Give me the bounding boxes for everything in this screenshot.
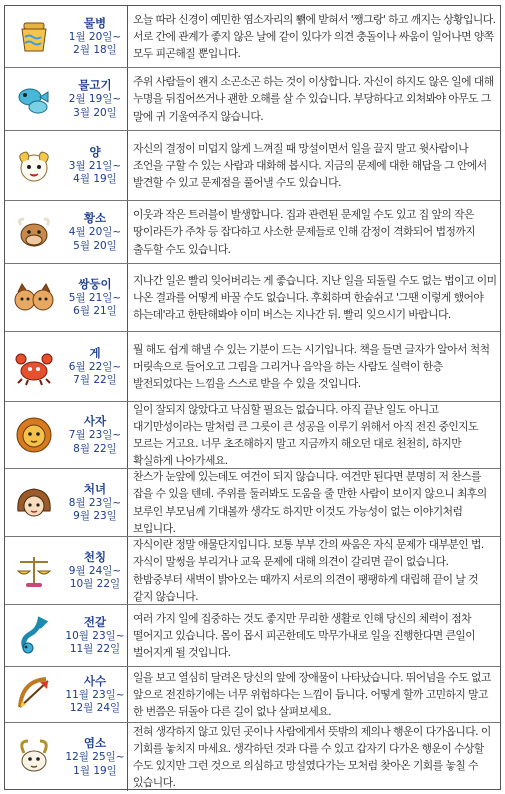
- sign-date-from: 7월 23일~: [68, 429, 122, 441]
- horoscope-table: [4, 5, 501, 790]
- sign-label: [63, 469, 128, 536]
- fortune-text: 전혀 생각하지 않고 있던 곳이나 사람에게서 뜻밖의 제의나 행운이 다가옵니다. 이 기회를 놓치지 마세요. 생각하던 것과 다를 수 있고 갑자기 다가온 행운이 수상할 수도 있지만 그런 것으로 의심하고 망설였다가는 모처럼 찾아온 기회를 놓칠 수 있습니다.: [133, 724, 491, 790]
- fortune-text-cell: [133, 402, 497, 468]
- fortune-text-cell: [133, 6, 497, 67]
- sign-name: 물병: [83, 15, 107, 30]
- sign-date-to: 7월 22일: [73, 374, 117, 386]
- sign-label: [63, 264, 128, 331]
- sign-label: [63, 332, 128, 401]
- sign-date-to: 12월 24일: [69, 702, 121, 714]
- sign-date-from: 11월 23일~: [65, 688, 125, 701]
- fortune-text: 지나간 일은 빨리 잊어버리는 게 좋습니다. 지난 일을 되돌릴 수도 없는 법이고 이미 나온 결과를 어떻게 바꿀 수도 없습니다. 후회하며 한숨쉬고 '그땐 이렇게 했어야 하는데'라고 한탄해봐야 이미 버스는 지나간 뒤. 빨리 잊으시기 바랍니다.: [133, 273, 497, 322]
- gemini-icon: [5, 264, 63, 331]
- sagittarius-icon: [5, 667, 63, 722]
- sign-name: 쌍둥이: [78, 276, 112, 291]
- sign-name: 사수: [83, 673, 107, 688]
- sign-label: [63, 201, 128, 263]
- sign-row: [5, 667, 500, 723]
- sign-label: [63, 68, 128, 130]
- sign-date-to: 3월 20일: [73, 106, 117, 119]
- fortune-text-cell: [133, 469, 497, 536]
- sign-name: 게: [89, 345, 101, 360]
- sign-row: [5, 469, 500, 537]
- fortune-text-cell: [133, 332, 497, 401]
- sign-date-to: 8월 22일: [73, 442, 117, 455]
- sign-label: [63, 6, 128, 67]
- pisces-icon: [5, 68, 63, 130]
- sign-label: [63, 131, 128, 200]
- sign-label: [63, 667, 128, 722]
- aries-icon: [5, 131, 63, 200]
- sign-row: [5, 605, 500, 667]
- libra-icon: [5, 537, 63, 604]
- fortune-text-cell: [133, 667, 497, 722]
- sign-date-from: 4월 20일~: [68, 226, 122, 238]
- sign-date-from: 1월 20일~: [68, 30, 122, 43]
- sign-row: [5, 332, 500, 402]
- fortune-text: 자신의 결정이 미덥지 않게 느껴질 때 망설이면서 일을 끌지 말고 윗사람이나 조언을 구할 수 있는 사람과 대화해 봅시다. 지금의 문제에 대한 해답을 그 안에서 발견할 수 있고 문제점을 풀어낼 수도 있습니다.: [133, 141, 487, 190]
- sign-date-to: 9월 23일: [73, 510, 117, 522]
- sign-row: [5, 402, 500, 469]
- fortune-text: 뭘 해도 쉽게 해낼 수 있는 기분이 드는 시기입니다. 책을 들면 글자가 알아서 척척 머릿속으로 들어오고 그림을 그리거나 음악을 하는 사람도 실력이 한층 발전되었다는 느낌을 스스로 받을 수 있을 것입니다.: [133, 342, 490, 391]
- sign-label: [63, 605, 128, 666]
- sign-date-from: 3월 21일~: [68, 159, 122, 172]
- fortune-text: 오늘 따라 신경이 예민한 염소자리의 뾁에 받혀서 '쨍그랑' 하고 깨지는 상황입니다. 서로 간에 관계가 좋지 않은 날에 같이 있다가 의견 충돌이나 싸움이 일어나면 양쪽 모두 피곤해질 뿐입니다.: [133, 12, 496, 61]
- sign-date-to: 5월 20일: [73, 239, 117, 252]
- sign-row: [5, 723, 500, 791]
- sign-date-to: 1월 19일: [73, 764, 117, 777]
- sign-date-from: 10월 23일~: [65, 629, 125, 642]
- sign-date-to: 2월 18일: [73, 44, 117, 56]
- fortune-text: 일을 보고 열심히 달려온 당신의 앞에 장애물이 나타났습니다. 뛰어넘을 수도 없고 앞으로 전진하기에는 너무 위험하다는 느낌이 듭니다. 어떻게 할까 고민하지 말고 한 번쯤은 뒤돌아 다른 길이 없나 살펴보세요.: [133, 670, 491, 719]
- virgo-icon: [5, 469, 63, 536]
- aquarius-icon: [5, 6, 63, 67]
- cancer-icon: [5, 332, 63, 401]
- fortune-text: 자식이란 정말 애물단지입니다. 보통 부부 간의 싸움은 자식 문제가 대부분인 법. 자식이 말썽을 부리거나 교육 문제에 대해 의견이 갈리면 끝이 없습니다. 한밤중부터 새벽이 밝아오는 때까지 서로의 의견이 팽팽하게 대립해 끝이 날 것 같지 않습니다.: [133, 538, 484, 603]
- sign-row: [5, 68, 500, 131]
- sign-date-from: 5월 21일~: [68, 291, 122, 304]
- capricorn-icon: [5, 723, 63, 791]
- sign-row: [5, 264, 500, 332]
- sign-name: 물고기: [78, 78, 112, 92]
- sign-row: [5, 6, 500, 68]
- sign-date-to: 4월 19일: [73, 173, 117, 185]
- taurus-icon: [5, 201, 63, 263]
- sign-date-to: 11월 22일: [69, 643, 121, 655]
- sign-row: [5, 201, 500, 264]
- sign-name: 양: [89, 144, 101, 159]
- leo-icon: [5, 402, 63, 468]
- fortune-text: 이웃과 작은 트러블이 발생합니다. 집과 관련된 문제일 수도 있고 집 앞의 작은 땅이라든가 주차 등 잡다하고 사소한 문제들로 인해 감정이 격화되어 법정까지 출두할 수도 있습니다.: [133, 208, 476, 256]
- sign-date-from: 9월 24일~: [68, 564, 122, 577]
- fortune-text-cell: [133, 68, 497, 130]
- fortune-text-cell: [133, 201, 497, 263]
- fortune-text: 주위 사람들이 왠지 소곤소곤 하는 것이 이상합니다. 자신이 하지도 않은 일에 대해 누명을 뒤집어쓰거나 괜한 오해를 살 수 있습니다. 부당하다고 외쳐봐야 아무도 그 말에 귀 기울여주지 않습니다.: [133, 75, 494, 123]
- sign-name: 천칭: [83, 549, 107, 564]
- sign-date-from: 2월 19일~: [68, 93, 122, 105]
- sign-row: [5, 537, 500, 605]
- sign-date-from: 6월 22일~: [68, 360, 122, 373]
- sign-row: [5, 131, 500, 201]
- sign-name: 처녀: [83, 481, 107, 496]
- sign-date-to: 10월 22일: [69, 578, 121, 590]
- fortune-text: 일이 잘되지 않았다고 낙심할 필요는 없습니다. 아직 끝난 일도 아니고 대기만성이라는 말처럼 큰 그릇이 큰 성공을 이루기 위해서 아직 전진 중인지도 모르는 거고요. 너무 초조해하지 말고 지금까지 해오던 대로 천천히, 하지만 확실하게 나아가세요.: [133, 402, 478, 468]
- fortune-text-cell: [133, 605, 497, 666]
- sign-name: 전갈: [83, 614, 107, 629]
- sign-date-from: 8월 23일~: [68, 496, 122, 509]
- fortune-text-cell: [133, 723, 497, 791]
- sign-label: [63, 402, 128, 468]
- fortune-text-cell: [133, 537, 497, 604]
- sign-date-to: 6월 21일: [73, 305, 117, 317]
- scorpio-icon: [5, 605, 63, 666]
- fortune-text-cell: [133, 264, 497, 331]
- sign-name: 염소: [83, 736, 107, 750]
- sign-label: [63, 537, 128, 604]
- fortune-text: 찬스가 눈앞에 있는데도 여건이 되지 않습니다. 여건만 된다면 분명히 저 찬스를 잡을 수 있을 텐데. 주위를 둘러봐도 도움을 줄 만한 사람이 보이지 않으니 최후의 보루인 부모님께 기대볼까 생각도 하지만 이것도 가능성이 없는 이야기처럼 보입니다.: [133, 470, 487, 535]
- sign-date-from: 12월 25일~: [65, 751, 125, 763]
- sign-name: 황소: [83, 211, 107, 225]
- fortune-text: 여러 가지 일에 집중하는 것도 좋지만 무리한 생활로 인해 당신의 체력이 점차 떨어지고 있습니다. 몸이 몹시 피곤한데도 막무가내로 일을 진행한다면 큰일이 벌어지게 될 것입니다.: [133, 611, 476, 660]
- sign-name: 사자: [83, 414, 107, 428]
- sign-label: [63, 723, 128, 791]
- fortune-text-cell: [133, 131, 497, 200]
